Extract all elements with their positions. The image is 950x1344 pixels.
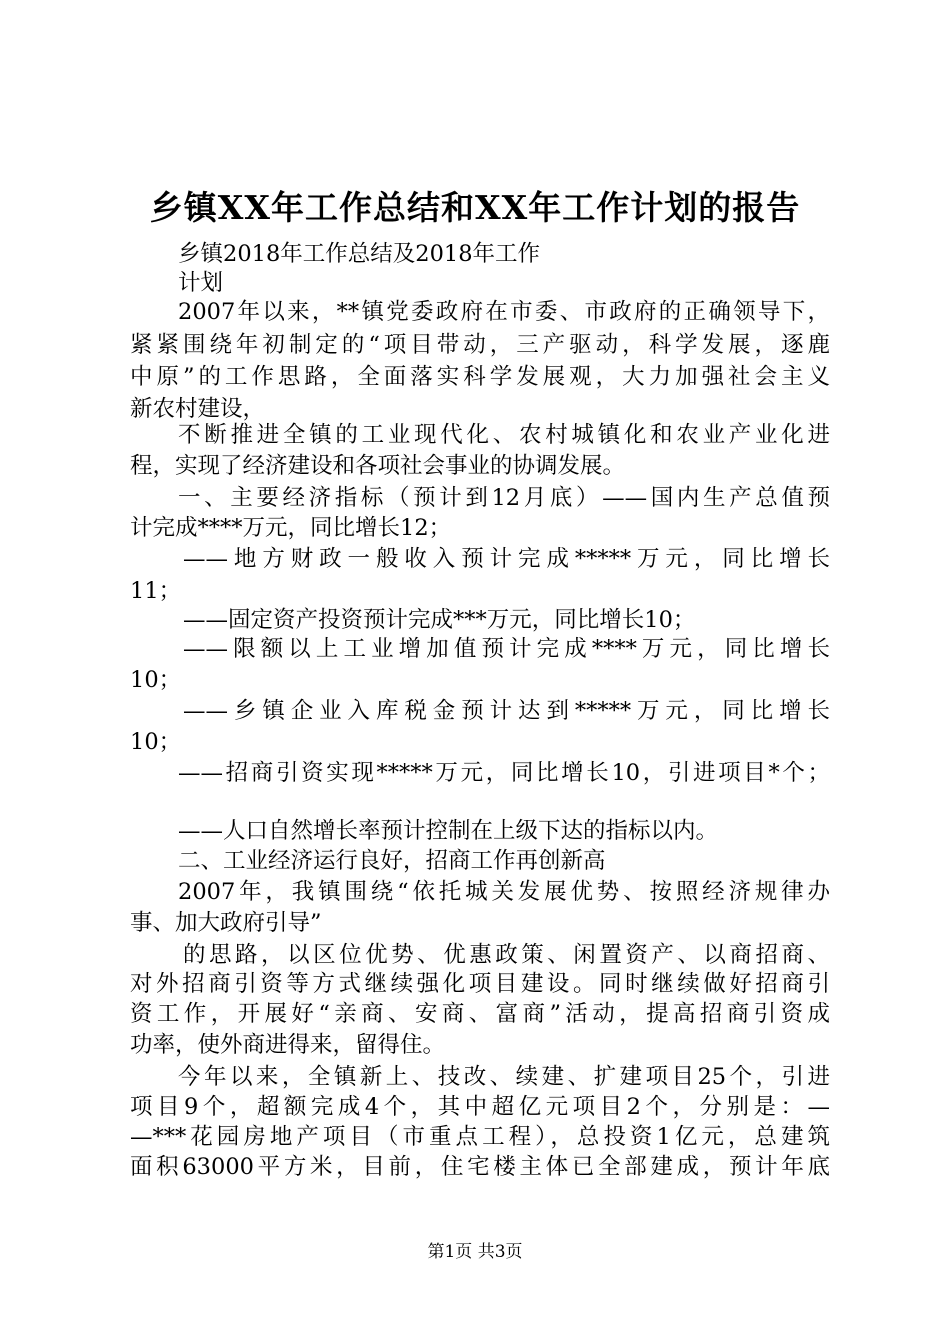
indicator-line: ——乡镇企业入库税金预计达到*****万元，同比增长 bbox=[183, 698, 830, 724]
paragraph-line: 计完成****万元，同比增长12； bbox=[130, 515, 452, 541]
paragraph-line: 2007年，我镇围绕“依托城关发展优势、按照经济规律办 bbox=[178, 879, 830, 905]
paragraph-line: 资工作，开展好“亲商、安商、富商”活动，提高招商引资成 bbox=[130, 1001, 830, 1027]
paragraph-line: 2007年以来，**镇党委政府在市委、市政府的正确领导下， bbox=[178, 299, 830, 325]
paragraph-line: 中原”的工作思路，全面落实科学发展观，大力加强社会主义 bbox=[130, 364, 830, 390]
paragraph-line: 项目9个，超额完成4个，其中超亿元项目2个，分别是：— bbox=[130, 1094, 830, 1120]
document-title: 乡镇XX年工作总结和XX年工作计划的报告 bbox=[149, 188, 801, 227]
section-heading-2: 二、工业经济运行良好，招商工作再创新高 bbox=[178, 848, 606, 874]
indicator-line: ——人口自然增长率预计控制在上级下达的指标以内。 bbox=[178, 818, 719, 844]
paragraph-line: —***花园房地产项目（市重点工程），总投资1亿元，总建筑 bbox=[130, 1124, 830, 1150]
paragraph-line: 紧紧围绕年初制定的“项目带动，三产驱动，科学发展，逐鹿 bbox=[130, 332, 830, 358]
indicator-line: ——限额以上工业增加值预计完成****万元，同比增长 bbox=[183, 636, 830, 662]
indicator-line: 11； bbox=[130, 578, 182, 604]
paragraph-line: 不断推进全镇的工业现代化、农村城镇化和农业产业化进 bbox=[178, 422, 830, 448]
subtitle-line-2: 计划 bbox=[178, 270, 224, 296]
paragraph-line: 功率，使外商进得来，留得住。 bbox=[130, 1032, 446, 1058]
page-indicator: 第1页 共3页 bbox=[427, 1242, 523, 1262]
paragraph-line: 新农村建设， bbox=[130, 396, 266, 422]
paragraph-line: 的思路，以区位优势、优惠政策、闲置资产、以商招商、 bbox=[183, 942, 830, 968]
paragraph-line: 程，实现了经济建设和各项社会事业的协调发展。 bbox=[130, 453, 626, 479]
indicator-line: 10； bbox=[130, 729, 182, 755]
paragraph-line: 对外招商引资等方式继续强化项目建设。同时继续做好招商引 bbox=[130, 971, 830, 997]
paragraph-line: 事、加大政府引导” bbox=[130, 910, 322, 936]
indicator-line: 10； bbox=[130, 667, 182, 693]
paragraph-line: 面积63000平方米，目前，住宅楼主体已全部建成，预计年底 bbox=[130, 1154, 830, 1180]
subtitle-line-1: 乡镇2018年工作总结及2018年工作 bbox=[178, 241, 541, 267]
indicator-line: ——固定资产投资预计完成***万元，同比增长10； bbox=[183, 607, 696, 633]
section-heading-1: 一、主要经济指标（预计到12月底）——国内生产总值预 bbox=[178, 485, 830, 511]
indicator-line: ——招商引资实现*****万元，同比增长10，引进项目*个； bbox=[178, 760, 830, 786]
paragraph-line: 今年以来，全镇新上、技改、续建、扩建项目25个，引进 bbox=[178, 1064, 830, 1090]
indicator-line: ——地方财政一般收入预计完成*****万元，同比增长 bbox=[183, 546, 830, 572]
